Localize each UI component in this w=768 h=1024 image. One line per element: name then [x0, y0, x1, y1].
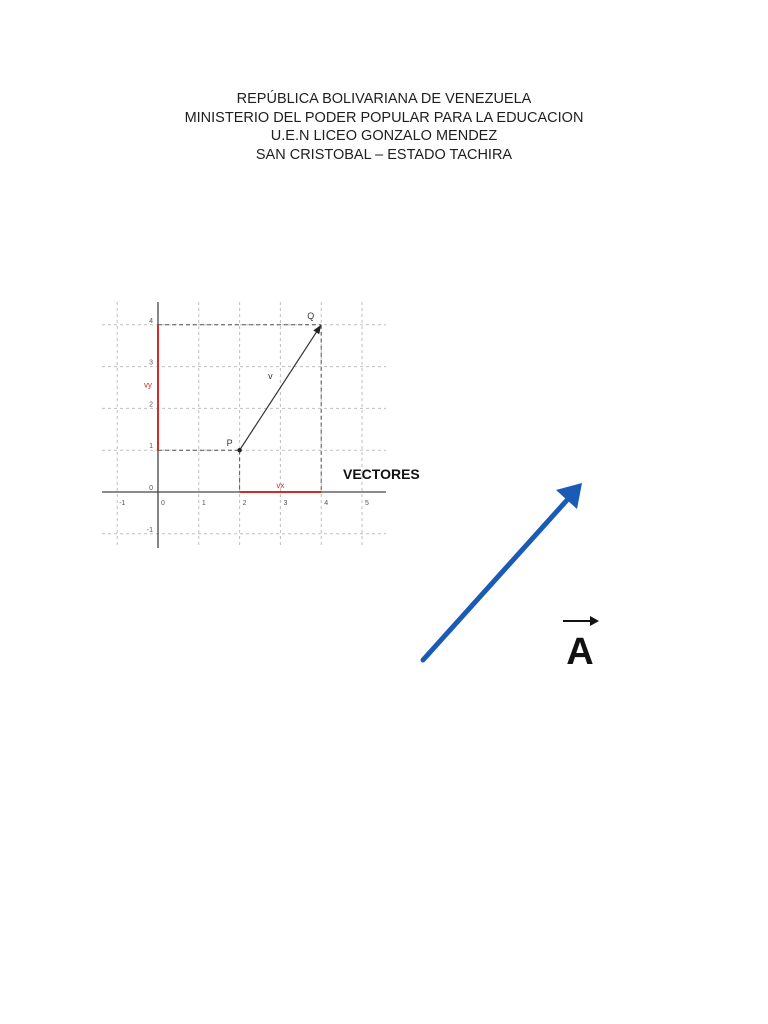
vector-graph: [102, 302, 386, 548]
point-q-label: Q: [307, 310, 315, 321]
y-tick-label: 2: [149, 401, 153, 409]
header-line-1: REPÚBLICA BOLIVARIANA DE VENEZUELA: [236, 91, 532, 107]
vector-a-symbol-arrowhead: [590, 616, 599, 626]
x-tick-labels: [119, 500, 369, 507]
vector-a-label: A: [566, 631, 594, 673]
y-tick-label: -1: [146, 526, 153, 534]
vx-label: vx: [276, 481, 285, 490]
point-p-dot: [237, 448, 241, 452]
x-tick-label: 1: [201, 500, 206, 507]
point-p-label: P: [226, 438, 233, 449]
x-tick-label: 3: [283, 500, 288, 507]
vector-v-arrowhead: [313, 325, 321, 334]
header-line-2: MINISTERIO DEL PODER POPULAR PARA LA EDUCACION: [184, 109, 584, 126]
x-tick-label: 0: [161, 500, 165, 507]
x-tick-label: -1: [119, 500, 126, 507]
header-line-3: U.E.N LICEO GONZALO MENDEZ: [270, 128, 498, 144]
y-tick-label: 1: [149, 443, 153, 451]
y-tick-labels: [147, 318, 153, 534]
y-tick-label: 3: [149, 359, 153, 367]
vector-a-shaft: [423, 499, 568, 660]
x-tick-label: 4: [324, 500, 329, 507]
vectores-title: VECTORES: [343, 466, 420, 482]
vy-label: vy: [144, 380, 152, 390]
x-tick-label: 2: [242, 500, 247, 507]
y-tick-label: 0: [149, 485, 153, 492]
header-line-4: SAN CRISTOBAL – ESTADO TACHIRA: [255, 146, 513, 163]
axes: [102, 302, 386, 548]
grid-lines: [102, 302, 386, 548]
vector-v-line: [240, 330, 318, 450]
vector-a-illustration: [423, 483, 599, 673]
y-tick-label: 4: [149, 317, 153, 325]
vector-v: [237, 325, 321, 453]
x-tick-label: 5: [365, 500, 369, 507]
vector-v-label: v: [268, 371, 273, 382]
